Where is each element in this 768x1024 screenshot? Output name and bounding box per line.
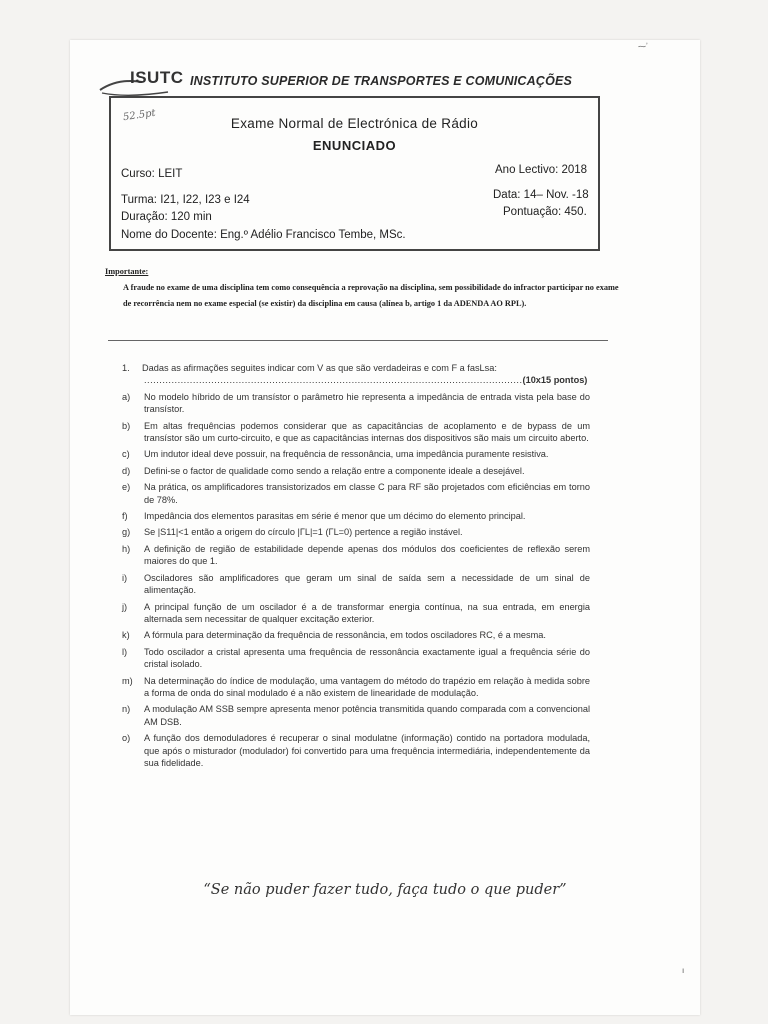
statement-letter: o) <box>122 733 131 744</box>
statement-letter: c) <box>122 449 130 460</box>
important-heading: Importante: <box>105 267 149 276</box>
date-field: Data: 14– Nov. -18 <box>493 189 589 201</box>
statement-letter: e) <box>122 482 131 493</box>
statement-text: A definição de região de estabilidade depende apenas dos módulos dos coeficientes de reflexão serem maiores do que 1. <box>144 543 590 567</box>
statement-item <box>122 481 590 506</box>
handwritten-score: 52.5pt <box>122 107 157 124</box>
statement-text: Todo oscilador a cristal apresenta uma frequência de ressonância exactamente igual a frequência série do cristal isolado. <box>144 646 590 670</box>
statement-item <box>122 572 590 597</box>
dots: ............................................................................................................................ <box>144 375 523 386</box>
statement-text: Um indutor ideal deve possuir, na frequência de ressonância, uma impedância puramente resistiva. <box>144 449 549 460</box>
statement-letter: n) <box>122 704 131 715</box>
statement-letter: l) <box>122 646 128 657</box>
course-field: Curso: LEIT <box>121 168 183 180</box>
statement-text: Osciladores são amplificadores que geram um sinal de saída sem a necessidade de um sinal de alimentação. <box>144 572 590 596</box>
statement-item <box>122 601 590 626</box>
question-intro-text: Dadas as afirmações seguites indicar com V as que são verdadeiras e com F a fasLsa: <box>142 363 497 373</box>
statement-letter: i) <box>122 572 128 583</box>
duration-field: Duração: 120 min <box>121 211 212 223</box>
statement-text: Se |S11|<1 então a origem do círculo |ΓL|=1 (ΓL=0) pertence a região instável. <box>144 527 463 538</box>
statement-letter: a) <box>122 391 131 402</box>
statement-text: Defini-se o factor de qualidade como sendo a relação entre a componente ideale a desejável. <box>144 465 525 476</box>
statement-item <box>122 629 590 641</box>
question-1 <box>122 362 590 769</box>
exam-title: Exame Normal de Electrónica de Rádio <box>230 116 479 131</box>
statement-item <box>122 732 590 769</box>
question-points: (10x15 pontos) <box>522 375 588 386</box>
statement-text: No modelo híbrido de um transístor o parâmetro hie representa a impedância de entrada vista pela base do transístor. <box>144 391 590 415</box>
statement-text: Impedância dos elementos parasitas em série é menor que um décimo do elemento principal. <box>144 511 526 522</box>
teacher-field: Nome do Docente: Eng.º Adélio Francisco Tembe, MSc. <box>121 229 406 241</box>
statement-letter: h) <box>122 543 131 554</box>
score-field: Pontuação: 450. <box>503 206 587 218</box>
statement-text: Em altas frequências podemos considerar que as capacitâncias de acoplamento e de bypass de um transístor são um curto-circuito, e que as capacitâncias internas dos dispositivos são mais um circuito aberto. <box>144 420 590 444</box>
statement-item <box>122 526 590 538</box>
class-field: Turma: I21, I22, I23 e I24 <box>121 194 250 206</box>
statement-letter: f) <box>122 511 128 522</box>
answer-dots-line <box>122 374 590 386</box>
statement-letter: k) <box>122 630 130 641</box>
statement-item <box>122 675 590 700</box>
question-number: 1. <box>122 363 130 373</box>
exam-page <box>70 40 700 1015</box>
statement-item <box>122 646 590 671</box>
statement-letter: d) <box>122 465 131 476</box>
statement-item <box>122 465 590 477</box>
statement-letter: g) <box>122 527 131 538</box>
statement-item <box>122 510 590 522</box>
institution-name: INSTITUTO SUPERIOR DE TRANSPORTES E COMUNICAÇÕES <box>190 74 573 88</box>
statement-text: Na prática, os amplificadores transistorizados em classe C para RF são projetados com eficiências em torno de 78%. <box>144 482 590 505</box>
statement-letter: m) <box>122 675 133 686</box>
question-intro <box>122 362 590 374</box>
statement-text: A função dos demoduladores é recuperar o sinal modulatne (informação) contido na portadora modulada, que após o misturador (modulador) foi convertido para uma frequência intermediária, independentemente da sua fidelidade. <box>144 733 590 768</box>
important-notice <box>105 264 625 312</box>
exam-subtitle: ENUNCIADO <box>312 138 397 153</box>
exam-info-box <box>109 96 600 251</box>
statement-text: A fórmula para determinação da frequência de ressonância, em todos osciladores RC, é a mesma. <box>144 630 546 641</box>
motivational-quote: “Se não puder fazer tudo, faça tudo o que puder” <box>203 882 567 898</box>
statement-list <box>122 391 590 770</box>
logo-text: ISUTC <box>130 68 184 87</box>
statement-text: A modulação AM SSB sempre apresenta menor potência transmitida quando comparada com a convencional AM DSB. <box>144 704 590 727</box>
statement-text: Na determinação do índice de modulação, uma vantagem do método do trapézio em relação à medida sobre a forma de onda do sinal modulado é a não existem de linearidade de modulação. <box>144 675 590 698</box>
statement-item <box>122 703 590 728</box>
corner-mark: ⁓ʼ <box>638 42 648 51</box>
statement-text: A principal função de um oscilador é a de transformar energia contínua, na sua entrada, em energia alternada sem necessitar de qualquer excitação exterior. <box>144 601 590 624</box>
separator-line <box>108 340 608 341</box>
statement-letter: j) <box>122 601 128 612</box>
statement-item <box>122 420 590 445</box>
statement-item <box>122 448 590 460</box>
statement-item <box>122 543 590 568</box>
important-text: A fraude no exame de uma disciplina tem como consequência a reprovação na disciplina, sem possibilidade do infractor participar no exame de recorrência nem no exame especial (se existir) da disciplina em causa (alínea b, artigo 1 da ADENDA AO RPL). <box>123 283 619 308</box>
page-mark: ı <box>682 966 685 975</box>
academic-year-field: Ano Lectivo: 2018 <box>495 164 588 176</box>
statement-item <box>122 391 590 416</box>
statement-letter: b) <box>122 420 131 431</box>
